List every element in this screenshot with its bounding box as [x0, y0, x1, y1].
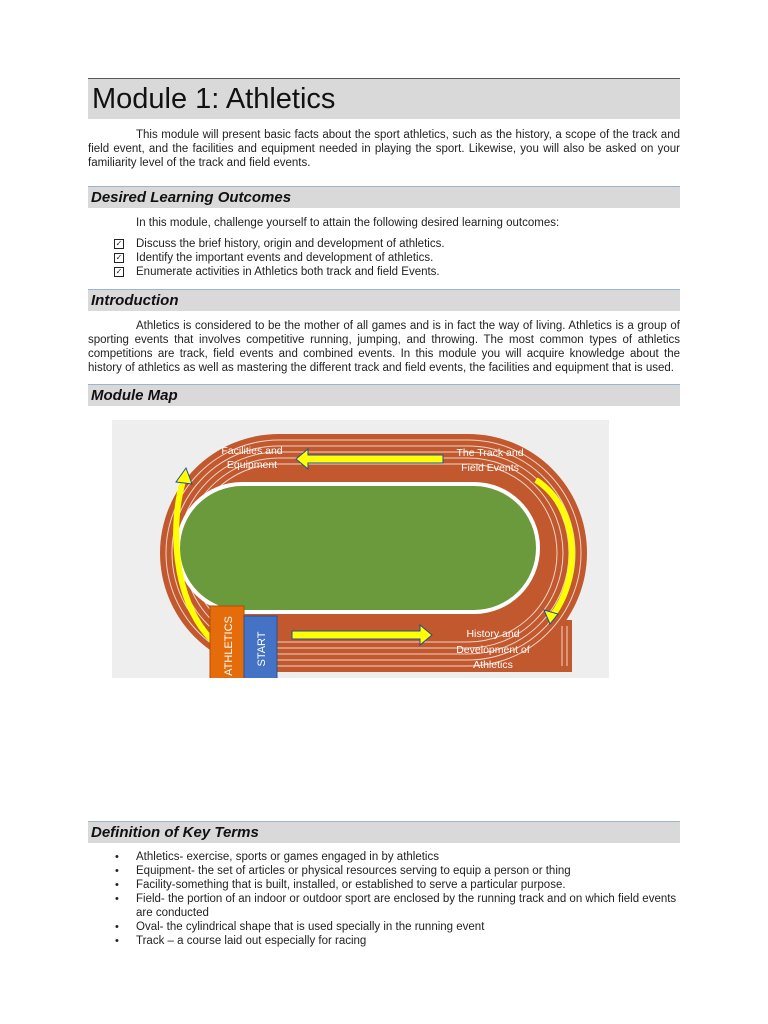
key-term-item: • Athletics- exercise, sports or games engaged in by athletics — [115, 851, 439, 863]
track-field-label: Field Events — [461, 462, 519, 474]
track-field-label: The Track and — [456, 447, 524, 459]
key-term-item: • Oval- the cylindrical shape that is used specially in the running event — [115, 921, 485, 933]
outcomes-list — [88, 237, 680, 279]
start-box-label: START — [256, 631, 268, 667]
outcome-item: ✓ Discuss the brief history, origin and development of athletics. — [115, 238, 445, 251]
introduction-heading: Introduction — [88, 289, 680, 311]
checkbox-icon: ✓ — [115, 267, 123, 277]
module-map-heading: Module Map — [88, 384, 680, 406]
bullet-icon: • — [115, 879, 119, 891]
introduction-text: Athletics is considered to be the mother of all games and is in fact the way of living. Athletics is a group of sporting events that involves competitive running, jumping, and throwing. The most common types of athletics competitions are track, field events and combined events. In this module you will acquire knowledge about the history of athletics as well as mastering the different track and field events, the facilities and equipment that is used. — [88, 320, 680, 374]
history-label: Athletics — [473, 659, 513, 671]
module-intro: This module will present basic facts about the sport athletics, such as the history, a scope of the track and field event, and the facilities and equipment needed in playing the sport. Likewise, you will also be asked on your familiarity level of the track and field events. — [88, 129, 680, 169]
module-title: Module 1: Athletics — [88, 78, 680, 119]
key-term-item: • Track – a course laid out especially for racing — [115, 935, 367, 947]
facilities-label: Equipment — [226, 459, 278, 471]
key-term-item: • Equipment- the set of articles or physical resources serving to equip a person or thing — [115, 865, 571, 877]
key-terms-list — [88, 850, 680, 948]
facilities-label: Facilities and — [221, 445, 283, 457]
bullet-icon: • — [115, 935, 119, 947]
outcome-item: ✓ Identify the important events and development of athletics. — [115, 252, 434, 265]
history-label: Development of — [456, 644, 530, 656]
outcomes-lead: In this module, challenge yourself to attain the following desired learning outcomes: — [136, 217, 560, 230]
checkbox-icon: ✓ — [115, 239, 123, 249]
history-label: History and — [466, 628, 520, 640]
outcomes-heading: Desired Learning Outcomes — [88, 186, 680, 208]
bullet-icon: • — [115, 851, 119, 863]
bullet-icon: • — [115, 865, 119, 877]
key-term-item: • Facility-something that is built, installed, or established to serve a particular purpose. — [115, 879, 566, 891]
track-diagram — [112, 420, 609, 678]
athletics-box-label: ATHLETICS — [223, 616, 235, 676]
bullet-icon: • — [115, 893, 119, 905]
checkbox-icon: ✓ — [115, 253, 123, 263]
key-term-item: • Field- the portion of an indoor or outdoor sport are enclosed by the running track and on which field events are conducted — [115, 893, 677, 919]
module-map-figure — [112, 420, 609, 678]
key-terms-heading: Definition of Key Terms — [88, 821, 680, 843]
infield — [180, 486, 536, 610]
outcome-item: ✓ Enumerate activities in Athletics both track and field Events. — [115, 266, 440, 279]
module-page — [88, 78, 680, 947]
bullet-icon: • — [115, 921, 119, 933]
